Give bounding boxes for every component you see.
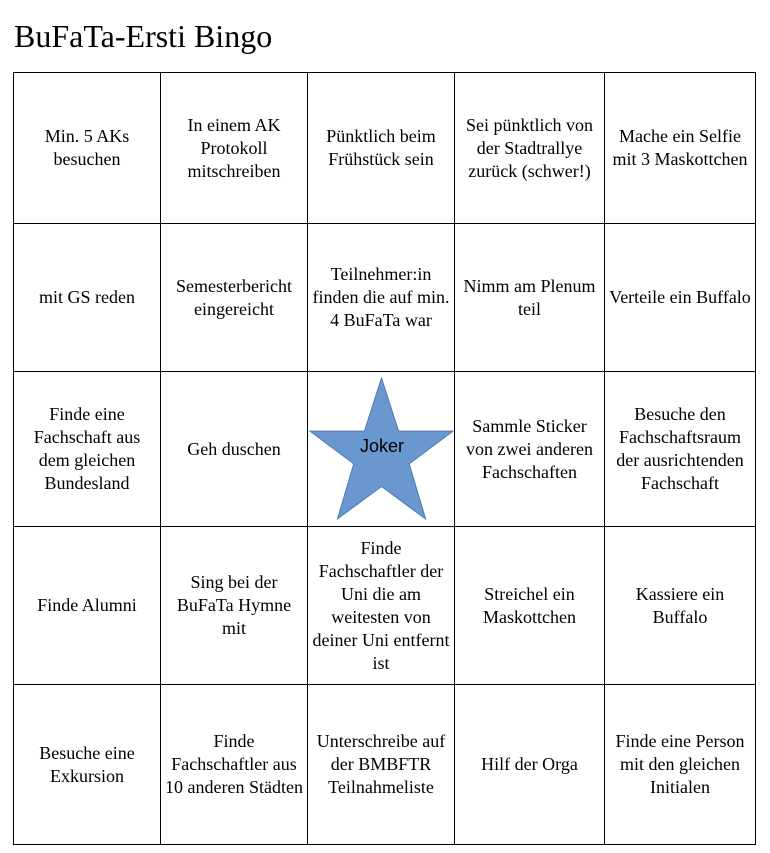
bingo-cell[interactable] [161,73,308,224]
cell-text: Finde Alumni [37,595,137,615]
star-icon [309,374,454,524]
bingo-cell[interactable] [14,224,161,372]
cell-text: Sammle Sticker von zwei anderen Fachschaften [466,415,593,482]
bingo-row [14,685,756,845]
bingo-cell[interactable] [455,372,605,527]
bingo-cell[interactable] [14,685,161,845]
cell-text: Pünktlich beim Frühstück sein [326,126,436,169]
bingo-cell[interactable] [308,527,455,685]
cell-text: In einem AK Protokoll mitschreiben [187,114,281,181]
bingo-cell[interactable] [605,685,756,845]
bingo-cell[interactable] [605,73,756,224]
bingo-cell[interactable] [455,224,605,372]
bingo-cell[interactable] [161,372,308,527]
bingo-cell[interactable] [455,527,605,685]
cell-text: mit GS reden [39,287,135,307]
bingo-cell[interactable] [455,73,605,224]
cell-text: Besuche den Fachschaftsraum der ausrichtenden Fachschaft [616,404,744,493]
cell-text: Finde eine Person mit den gleichen Initialen [615,731,745,797]
cell-text: Semesterbericht eingereicht [176,275,292,319]
bingo-cell[interactable] [605,527,756,685]
cell-text: Sing bei der BuFaTa Hymne mit [176,572,292,638]
bingo-cell[interactable] [14,73,161,224]
bingo-cell[interactable] [161,685,308,845]
cell-text: Kassiere ein Buffalo [635,583,725,627]
bingo-cell[interactable] [14,372,161,527]
bingo-cell[interactable] [605,372,756,527]
cell-text: Hilf der Orga [481,754,578,774]
joker-cell[interactable] [308,372,455,527]
bingo-row [14,372,756,527]
bingo-cell[interactable] [14,527,161,685]
cell-text: Finde eine Fachschaft aus dem gleichen Bundesland [33,404,141,493]
bingo-cell[interactable] [308,224,455,372]
bingo-cell[interactable] [161,527,308,685]
joker-wrap [308,372,454,526]
cell-text: Nimm am Plenum teil [463,275,596,319]
cell-text: Besuche eine Exkursion [39,742,135,786]
cell-text: Teilnehmer:in finden die auf min. 4 BuFaTa war [312,264,450,330]
bingo-row [14,73,756,224]
bingo-cell[interactable] [161,224,308,372]
cell-text: Unterschreibe auf der BMBFTR Teilnahmeliste [316,731,446,797]
page-title: BuFaTa-Ersti Bingo [14,18,273,54]
cell-text: Mache ein Selfie mit 3 Maskottchen [612,126,748,169]
cell-text: Finde Fachschaftler aus 10 anderen Städten [165,731,303,797]
cell-text: Min. 5 AKs besuchen [44,126,130,169]
bingo-cell[interactable] [308,685,455,845]
cell-text: Verteile ein Buffalo [609,287,751,307]
cell-text: Geh duschen [187,438,281,459]
bingo-row [14,527,756,685]
cell-text: Finde Fachschaftler der Uni die am weitesten von deiner Uni entfernt ist [312,537,450,673]
bingo-cell[interactable] [605,224,756,372]
joker-label: Joker [359,436,404,456]
bingo-cell[interactable] [455,685,605,845]
cell-text: Sei pünktlich von der Stadtrallye zurück (schwer!) [466,114,593,181]
bingo-row [14,224,756,372]
cell-text: Streichel ein Maskottchen [483,583,576,627]
bingo-cell[interactable] [308,73,455,224]
bingo-grid [13,72,756,845]
